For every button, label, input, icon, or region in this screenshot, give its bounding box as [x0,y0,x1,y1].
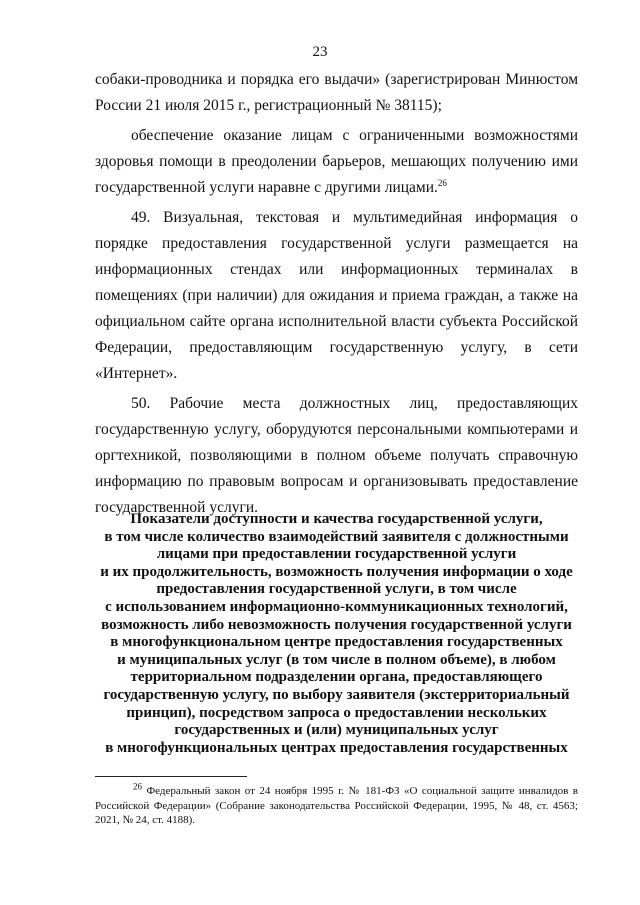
page-number: 23 [312,44,328,60]
heading-line: с использованием информационно-коммуникационных технологий, [105,598,568,615]
footnote-number: 26 [133,781,142,792]
paragraph: собаки-проводника и порядка его выдачи» (зарегистрирован Минюстом России 21 июля 2015 г., регистрационный № 38115); [95,71,578,114]
footnote-divider [95,776,247,777]
heading-line: в многофункциональном центре предоставления государственных [110,634,563,651]
footnote-reference: 26 [437,177,447,188]
heading-line: и их продолжительность, возможность получения информации о ходе [100,563,573,580]
body-text [95,67,578,521]
heading-line: принцип), посредством запроса о предоставлении нескольких [126,704,547,721]
heading-line: территориальном подразделении органа, предоставляющего [130,669,543,686]
footnote [95,781,578,828]
heading-line: возможность либо невозможность получения государственной услуги [101,616,572,633]
paragraph [95,123,578,201]
heading-line: лицами при предоставлении государственной услуги [156,546,517,563]
paragraph-50: 50. Рабочие места должностных лиц, предоставляющих государственную услугу, оборудуются персональными компьютерами и оргтехникой, позволяющими в полном объеме получать справочную информацию по правовым вопросам и организовывать предоставление государственной услуги. [95,395,578,516]
heading-line: предоставления государственной услуги, в том числе [156,581,517,598]
heading-line: Показатели доступности и качества государственной услуги, [130,511,543,527]
paragraph-49: 49. Визуальная, текстовая и мультимедийная информация о порядке предоставления государственной услуги размещается на информационных стендах или информационных терминалах в помещениях (при наличии) для ожидания и приема граждан, а также на официальном сайте органа исполнительной власти субъекта Российской Федерации, предоставляющим государственную услугу, в сети «Интернет». [95,209,578,382]
heading-line: государственных и (или) муниципальных услуг [174,722,499,739]
section-heading [95,511,578,757]
heading-line: в том числе количество взаимодействий заявителя с должностными [104,528,569,545]
heading-line: и муниципальных услуг (в том числе в полном объеме), в любом [117,651,556,668]
heading-line: в многофункциональных центрах предоставления государственных [105,739,568,756]
footnote-text: Федеральный закон от 24 ноября 1995 г. № 181-ФЗ «О социальной защите инвалидов в Российской Федерации» (Собрание законодательства Российской Федерации, 1995, № 48, ст. 4563; 2021, № 24, ст. 4188). [95,785,578,826]
paragraph-text: обеспечение оказание лицам с ограниченными возможностями здоровья помощи в преодолении барьеров, мешающих получению ими государственной услуги наравне с другими лицами. [95,127,578,196]
heading-line: государственную услугу, по выбору заявителя (экстерриториальный [103,686,570,703]
